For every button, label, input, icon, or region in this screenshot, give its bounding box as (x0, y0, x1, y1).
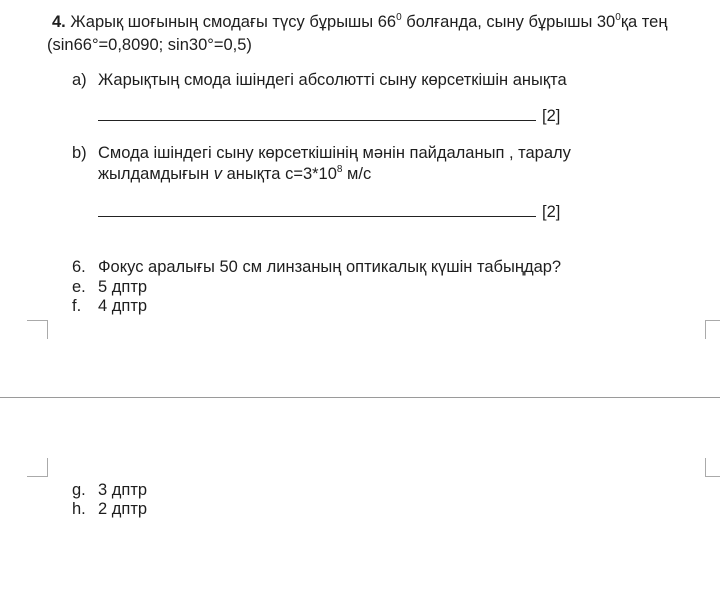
part-b-question-line-2 (98, 164, 371, 184)
option-h-label: h. (72, 500, 86, 518)
question-4-text-b: болғанда, сыну бұрышы 30 (401, 13, 616, 31)
degree-sup-1: 0 (396, 12, 402, 23)
option-f-text: 4 дптр (98, 297, 148, 315)
answer-blank-a[interactable] (98, 106, 536, 121)
part-b-text-2b: анықта c=3*10 (221, 165, 337, 183)
option-e-text: 5 дптр (98, 278, 148, 296)
question-4-text-a: Жарық шоғының смодағы түсу бұрышы 66 (70, 13, 397, 31)
option-e-label: e. (72, 278, 86, 296)
option-h[interactable] (72, 499, 147, 519)
crop-mark-bottom-right (705, 458, 720, 477)
velocity-symbol: v (213, 165, 222, 183)
part-b-question-line-1 (72, 143, 571, 163)
part-b-marks: [2] (542, 203, 561, 221)
option-g-label: g. (72, 481, 86, 499)
question-6-text: Фокус аралығы 50 см линзаның оптикалық күшін табыңдар? (98, 258, 562, 276)
part-a-question (72, 70, 567, 90)
part-b-label: b) (72, 144, 87, 162)
question-6-number: 6. (72, 258, 86, 276)
part-b-text-2c: м/с (342, 165, 372, 183)
question-4-line-1 (52, 12, 667, 32)
part-a-label: a) (72, 71, 87, 89)
crop-mark-bottom-left (27, 458, 48, 477)
question-4-text-c: қа тең (620, 13, 668, 31)
part-a-marks: [2] (542, 107, 561, 125)
page-divider (0, 397, 720, 398)
question-4-number: 4. (52, 13, 66, 31)
question-6 (72, 257, 561, 277)
part-b-answer-line (98, 202, 560, 222)
crop-mark-top-left (27, 320, 48, 339)
option-h-text: 2 дптр (98, 500, 148, 518)
option-f[interactable] (72, 296, 147, 316)
part-b-text-1: Смода ішіндегі сыну көрсеткішінің мәнін пайдаланып , таралу (98, 144, 571, 162)
option-f-label: f. (72, 297, 82, 315)
part-a-answer-line (98, 106, 560, 126)
answer-blank-b[interactable] (98, 202, 536, 217)
degree-sup-2: 0 (615, 12, 621, 23)
exponent-sup: 8 (336, 164, 343, 175)
option-g[interactable] (72, 480, 147, 500)
part-a-text: Жарықтың смода ішіндегі абсолютті сыну көрсеткішін анықта (98, 71, 567, 89)
option-g-text: 3 дптр (98, 481, 148, 499)
part-b-text-2a: жылдамдығын (98, 165, 214, 183)
question-4-line-2: (sin66°=0,8090; sin30°=0,5) (47, 36, 252, 54)
crop-mark-top-right (705, 320, 720, 339)
option-e[interactable] (72, 277, 147, 297)
